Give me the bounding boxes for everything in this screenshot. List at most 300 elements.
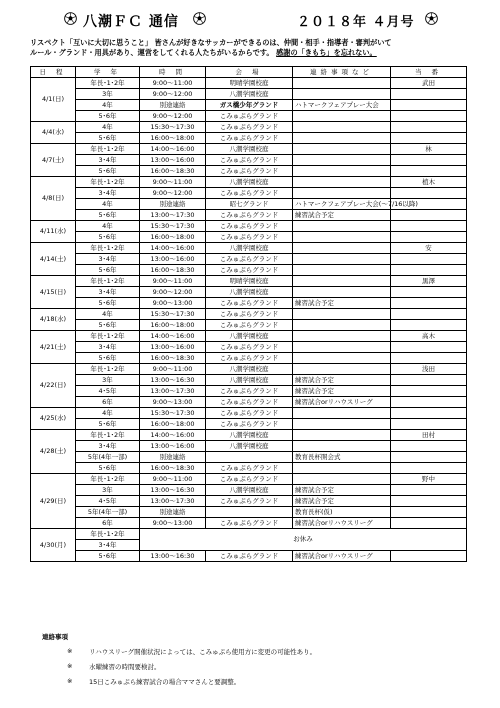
duty-cell (391, 122, 467, 133)
schedule-header-row (31, 67, 467, 78)
table-row (31, 375, 467, 386)
venue-cell: 八潮学園校庭 (206, 89, 293, 100)
time-cell: 15:30～17:30 (140, 309, 206, 320)
note-cell: 練習試合予定 (293, 485, 391, 496)
time-cell: 9:00～13:00 (140, 298, 206, 309)
grade-cell: 5･6年 (76, 232, 140, 243)
note-cell (293, 320, 391, 331)
note-cell (293, 265, 391, 276)
table-row (31, 287, 467, 298)
time-cell: 13:00～16:30 (140, 375, 206, 386)
table-row (31, 441, 467, 452)
grade-cell: 5年(4年一部) (76, 507, 140, 518)
table-row (31, 122, 467, 133)
note-cell (293, 254, 391, 265)
note-cell (293, 78, 391, 89)
grade-cell: 5･6年 (76, 210, 140, 221)
respect-line-2 (30, 48, 470, 58)
table-row (31, 408, 467, 419)
table-row (31, 342, 467, 353)
time-cell: 9:00～12:00 (140, 287, 206, 298)
venue-cell (206, 507, 293, 518)
venue-cell: 八潮学園校庭 (206, 364, 293, 375)
venue-cell: こみゅぷらグランド (206, 408, 293, 419)
time-cell: 9:00～12:00 (140, 111, 206, 122)
grade-cell: 3･4年 (76, 188, 140, 199)
table-row (31, 518, 467, 529)
grade-cell: 5･6年 (76, 298, 140, 309)
grade-cell: 3･4年 (76, 155, 140, 166)
table-row (31, 199, 467, 210)
note-cell (293, 463, 391, 474)
time-cell: 13:00～16:00 (140, 342, 206, 353)
header-duty: 当 番 (391, 67, 467, 78)
note-cell: 練習試合予定 (293, 496, 391, 507)
venue-cell: 八潮学園校庭 (206, 375, 293, 386)
duty-cell (391, 265, 467, 276)
table-row (31, 397, 467, 408)
duty-cell (391, 309, 467, 320)
table-row (31, 177, 467, 188)
duty-cell (391, 342, 467, 353)
soccer-ball-icon (193, 12, 206, 25)
table-row (31, 78, 467, 89)
header-venue: 会 場 (206, 67, 293, 78)
note-text: リハウスリーグ開催状況によっては、こみゅぷら使用方に変更の可能性あり。 (89, 648, 317, 656)
grade-cell: 5･6年 (76, 353, 140, 364)
grade-cell: 5･6年 (76, 419, 140, 430)
venue-cell: 八潮学園校庭 (206, 331, 293, 342)
venue-cell: こみゅぷらグランド (206, 111, 293, 122)
venue-cell: こみゅぷらグランド (206, 210, 293, 221)
table-row (31, 111, 467, 122)
note-text: 水曜練習の時間要検討。 (89, 663, 161, 671)
table-row (31, 507, 467, 518)
time-cell: 9:00～11:00 (140, 364, 206, 375)
date-cell: 4/7(土) (31, 144, 76, 177)
grade-cell: 5･6年 (76, 265, 140, 276)
time-cell: 別途連絡 (140, 199, 206, 210)
time-cell: 13:00～16:30 (140, 485, 206, 496)
duty-cell (391, 452, 467, 463)
date-cell: 4/4(水) (31, 122, 76, 144)
duty-cell (391, 485, 467, 496)
venue-cell: 八潮学園校庭 (206, 177, 293, 188)
time-cell: 9:00～12:00 (140, 89, 206, 100)
time-cell: 別途連絡 (140, 507, 206, 518)
note-cell (293, 122, 391, 133)
duty-cell: 武田 (391, 78, 467, 89)
time-cell: 9:00～11:00 (140, 78, 206, 89)
venue-cell: こみゅぷらグランド (206, 463, 293, 474)
time-cell: 13:00～17:30 (140, 496, 206, 507)
duty-cell (391, 518, 467, 529)
venue-cell: こみゅぷらグランド (206, 474, 293, 485)
venue-cell: 八潮学園校庭 (206, 243, 293, 254)
venue-cell: 明晴学園校庭 (206, 276, 293, 287)
venue-cell: こみゅぷらグランド (206, 166, 293, 177)
duty-cell (391, 386, 467, 397)
table-row (31, 243, 467, 254)
grade-cell: 年長･1･2年 (76, 144, 140, 155)
table-row (31, 166, 467, 177)
venue-cell: こみゅぷらグランド (206, 254, 293, 265)
grade-cell: 3･4年 (76, 540, 140, 551)
note-cell (293, 353, 391, 364)
grade-cell: 3年 (76, 375, 140, 386)
table-row (31, 320, 467, 331)
time-cell: 16:00～18:00 (140, 320, 206, 331)
grade-cell: 4･5年 (76, 386, 140, 397)
time-cell: 15:30～17:30 (140, 408, 206, 419)
table-row (31, 309, 467, 320)
grade-cell: 4･5年 (76, 496, 140, 507)
table-row (31, 419, 467, 430)
note-cell (293, 133, 391, 144)
note-cell (293, 232, 391, 243)
grade-cell: 4年 (76, 199, 140, 210)
table-row (31, 188, 467, 199)
venue-cell: 八潮学園校庭 (206, 144, 293, 155)
grade-cell: 4年 (76, 221, 140, 232)
duty-cell (391, 133, 467, 144)
duty-cell (391, 496, 467, 507)
venue-cell: こみゅぷらグランド (206, 353, 293, 364)
grade-cell: 年長･1･2年 (76, 474, 140, 485)
duty-cell (391, 441, 467, 452)
date-cell: 4/8(日) (31, 177, 76, 221)
venue-cell: こみゅぷらグランド (206, 155, 293, 166)
duty-cell (391, 155, 467, 166)
date-cell: 4/18(水) (31, 309, 76, 331)
note-cell (293, 111, 391, 122)
grade-cell: 年長･1･2年 (76, 177, 140, 188)
grade-cell: 5･6年 (76, 166, 140, 177)
respect-line-2-text: ルール・グランド・用具があり、運営をしてくれる人たちがいるからです。 (30, 48, 274, 57)
note-cell (293, 243, 391, 254)
venue-cell: こみゅぷらグランド (206, 133, 293, 144)
venue-cell: 明晴学園校庭 (206, 78, 293, 89)
table-row (31, 210, 467, 221)
note-cell (293, 419, 391, 430)
venue-cell: 八潮学園校庭 (206, 287, 293, 298)
venue-cell: 昭七グランド (206, 199, 293, 210)
duty-cell (391, 463, 467, 474)
grade-cell: 5･6年 (76, 463, 140, 474)
note-cell (293, 474, 391, 485)
grade-cell: 5･6年 (76, 133, 140, 144)
time-cell: 16:00～18:30 (140, 166, 206, 177)
duty-cell (391, 254, 467, 265)
notes-section (42, 632, 467, 692)
note-item (47, 647, 467, 656)
table-row (31, 364, 467, 375)
duty-cell: 田村 (391, 430, 467, 441)
table-row (31, 463, 467, 474)
date-cell: 4/30(月) (31, 529, 76, 562)
venue-cell: 八潮学園校庭 (206, 441, 293, 452)
venue-cell: こみゅぷらグランド (206, 298, 293, 309)
table-row (31, 496, 467, 507)
duty-cell (391, 221, 467, 232)
duty-cell (391, 353, 467, 364)
duty-cell (391, 232, 467, 243)
header-time: 時 間 (140, 67, 206, 78)
time-cell: 9:00～13:00 (140, 518, 206, 529)
table-row (31, 254, 467, 265)
grade-cell: 年長･1･2年 (76, 78, 140, 89)
venue-cell: こみゅぷらグランド (206, 265, 293, 276)
venue-cell: 八潮学園校庭 (206, 430, 293, 441)
note-cell: 練習試合orリハウスリーグ (293, 551, 391, 562)
note-cell (293, 276, 391, 287)
duty-cell (391, 408, 467, 419)
grade-cell: 年長･1･2年 (76, 331, 140, 342)
table-row (31, 551, 467, 562)
grade-cell: 5･6年 (76, 320, 140, 331)
grade-cell: 4年 (76, 100, 140, 111)
venue-cell (206, 452, 293, 463)
note-cell (293, 89, 391, 100)
grade-cell: 3･4年 (76, 287, 140, 298)
table-row (31, 144, 467, 155)
time-cell: 15:30～17:30 (140, 122, 206, 133)
grade-cell: 4年 (76, 408, 140, 419)
note-item (47, 677, 467, 686)
time-cell: 13:00～17:30 (140, 210, 206, 221)
soccer-ball-icon (425, 12, 438, 25)
note-cell: 練習試合予定 (293, 375, 391, 386)
grade-cell: 3･4年 (76, 342, 140, 353)
venue-cell: こみゅぷらグランド (206, 518, 293, 529)
soccer-ball-icon (64, 12, 77, 25)
duty-cell (391, 287, 467, 298)
table-row (31, 100, 467, 111)
grade-cell: 年長･1･2年 (76, 529, 140, 540)
grade-cell: 3･4年 (76, 441, 140, 452)
time-cell: 16:00～18:00 (140, 419, 206, 430)
note-cell: 練習試合orリハウスリーグ (293, 518, 391, 529)
duty-cell (391, 397, 467, 408)
note-mark: ※ (67, 647, 73, 655)
venue-cell: こみゅぷらグランド (206, 188, 293, 199)
duty-cell (391, 551, 467, 562)
note-cell (293, 166, 391, 177)
venue-cell: こみゅぷらグランド (206, 320, 293, 331)
duty-cell: 野中 (391, 474, 467, 485)
duty-cell (391, 419, 467, 430)
date-cell: 4/14(土) (31, 243, 76, 276)
venue-cell: こみゅぷらグランド (206, 397, 293, 408)
venue-cell: こみゅぷらグランド (206, 551, 293, 562)
note-cell (293, 408, 391, 419)
schedule-table (30, 66, 467, 562)
grade-cell: 3年 (76, 89, 140, 100)
date-cell: 4/22(日) (31, 364, 76, 408)
venue-cell: こみゅぷらグランド (206, 342, 293, 353)
venue-cell: 八潮学園校庭 (206, 485, 293, 496)
header-grade: 学 年 (76, 67, 140, 78)
time-cell: 13:00～16:30 (140, 551, 206, 562)
note-cell: ハトマークフェアプレー大会 (293, 100, 391, 111)
table-row (31, 232, 467, 243)
time-cell: 9:00～11:00 (140, 474, 206, 485)
header-date: 日 程 (31, 67, 76, 78)
table-row (31, 221, 467, 232)
table-row (31, 133, 467, 144)
grade-cell: 5年(4年一部) (76, 452, 140, 463)
grade-cell: 4年 (76, 309, 140, 320)
date-cell: 4/29(日) (31, 474, 76, 529)
note-cell (293, 331, 391, 342)
time-cell: 16:00～18:30 (140, 265, 206, 276)
duty-cell (391, 111, 467, 122)
duty-cell: 植木 (391, 177, 467, 188)
time-cell: 14:00～16:00 (140, 331, 206, 342)
note-cell: 練習試合orリハウスリーグ (293, 397, 391, 408)
date-cell: 4/1(日) (31, 78, 76, 122)
note-cell (293, 177, 391, 188)
note-cell (293, 430, 391, 441)
duty-cell (391, 100, 467, 111)
table-row (31, 485, 467, 496)
grade-cell: 年長･1･2年 (76, 364, 140, 375)
table-row (31, 155, 467, 166)
venue-cell: こみゅぷらグランド (206, 122, 293, 133)
grade-cell: 5･6年 (76, 551, 140, 562)
time-cell: 14:00～16:00 (140, 144, 206, 155)
header-notes: 連絡事項など (293, 67, 391, 78)
duty-cell (391, 188, 467, 199)
time-cell: 16:00～18:30 (140, 463, 206, 474)
date-cell: 4/21(土) (31, 331, 76, 364)
note-cell: 教育長杯開会式 (293, 452, 391, 463)
time-cell: 13:00～16:00 (140, 155, 206, 166)
note-cell: 教育長杯(仮) (293, 507, 391, 518)
duty-cell: 浅田 (391, 364, 467, 375)
note-cell (293, 221, 391, 232)
note-mark: ※ (67, 662, 73, 670)
duty-cell (391, 320, 467, 331)
table-row (31, 265, 467, 276)
time-cell: 9:00～13:00 (140, 397, 206, 408)
duty-cell (391, 89, 467, 100)
time-cell: 別途連絡 (140, 452, 206, 463)
duty-cell (391, 298, 467, 309)
newsletter-header (0, 10, 500, 32)
venue-cell: こみゅぷらグランド (206, 419, 293, 430)
time-cell: 13:00～16:00 (140, 254, 206, 265)
duty-cell: 高木 (391, 331, 467, 342)
date-cell: 4/28(土) (31, 430, 76, 474)
time-cell: 16:00～18:00 (140, 133, 206, 144)
duty-cell: 黒澤 (391, 276, 467, 287)
table-row (31, 430, 467, 441)
duty-cell (391, 210, 467, 221)
issue-label: ２０１８年 ４月号 (297, 15, 415, 30)
time-cell: 14:00～16:00 (140, 243, 206, 254)
note-mark: ※ (67, 677, 73, 685)
time-cell: 9:00～11:00 (140, 177, 206, 188)
time-cell: 9:00～11:00 (140, 276, 206, 287)
grade-cell: 6年 (76, 518, 140, 529)
note-cell (293, 287, 391, 298)
note-cell (293, 364, 391, 375)
table-row (31, 89, 467, 100)
venue-cell: こみゅぷらグランド (206, 496, 293, 507)
schedule-body (31, 78, 467, 562)
note-item (47, 662, 467, 671)
time-cell: 13:00～16:00 (140, 441, 206, 452)
table-row (31, 298, 467, 309)
date-cell: 4/11(水) (31, 221, 76, 243)
grade-cell: 3･4年 (76, 254, 140, 265)
note-cell: 練習試合予定 (293, 298, 391, 309)
time-cell: 16:00～18:00 (140, 232, 206, 243)
note-cell (293, 441, 391, 452)
grade-cell: 5･6年 (76, 111, 140, 122)
note-cell (293, 144, 391, 155)
table-row (31, 331, 467, 342)
duty-cell (391, 375, 467, 386)
time-cell: 別途連絡 (140, 100, 206, 111)
newsletter-title: 八潮ＦＣ 通信 (83, 14, 179, 30)
gratitude-slogan: 感謝の「きもち」を忘れない。 (276, 48, 377, 57)
duty-cell (391, 166, 467, 177)
grade-cell: 6年 (76, 397, 140, 408)
venue-cell: こみゅぷらグランド (206, 232, 293, 243)
table-row (31, 353, 467, 364)
table-row (31, 276, 467, 287)
holiday-cell: お休み (140, 529, 467, 551)
note-cell: 練習試合予定 (293, 210, 391, 221)
grade-cell: 年長･1･2年 (76, 243, 140, 254)
time-cell: 15:30～17:30 (140, 221, 206, 232)
duty-cell (391, 507, 467, 518)
note-cell (293, 188, 391, 199)
note-cell (293, 342, 391, 353)
note-cell (293, 309, 391, 320)
duty-cell: 安 (391, 243, 467, 254)
table-row (31, 452, 467, 463)
grade-cell: 年長･1･2年 (76, 430, 140, 441)
duty-cell: 林 (391, 144, 467, 155)
time-cell: 14:00～16:00 (140, 430, 206, 441)
table-row (31, 474, 467, 485)
grade-cell: 4年 (76, 122, 140, 133)
note-cell: ハトマークフェアプレー大会(～7/16以降) (293, 199, 391, 210)
table-row (31, 386, 467, 397)
venue-cell: ガス橋少年グランド (206, 100, 293, 111)
date-cell: 4/15(日) (31, 276, 76, 309)
notes-heading: 連絡事項 (42, 633, 68, 641)
time-cell: 16:00～18:30 (140, 353, 206, 364)
note-cell (293, 155, 391, 166)
note-text: 15日こみゅぷら練習試合の場合ママさんと要調整。 (89, 678, 241, 686)
time-cell: 9:00～12:00 (140, 188, 206, 199)
venue-cell: こみゅぷらグランド (206, 386, 293, 397)
date-cell: 4/25(水) (31, 408, 76, 430)
respect-message (30, 38, 470, 58)
venue-cell: こみゅぷらグランド (206, 221, 293, 232)
grade-cell: 年長･1･2年 (76, 276, 140, 287)
note-cell: 練習試合予定 (293, 386, 391, 397)
venue-cell: こみゅぷらグランド (206, 309, 293, 320)
respect-line-1: リスペクト「互いに大切に思うこと」 皆さんが好きなサッカーができるのは、仲間・相手・指導者・審判がいて (30, 38, 392, 47)
grade-cell: 3年 (76, 485, 140, 496)
table-row (31, 529, 467, 540)
time-cell: 13:00～17:30 (140, 386, 206, 397)
